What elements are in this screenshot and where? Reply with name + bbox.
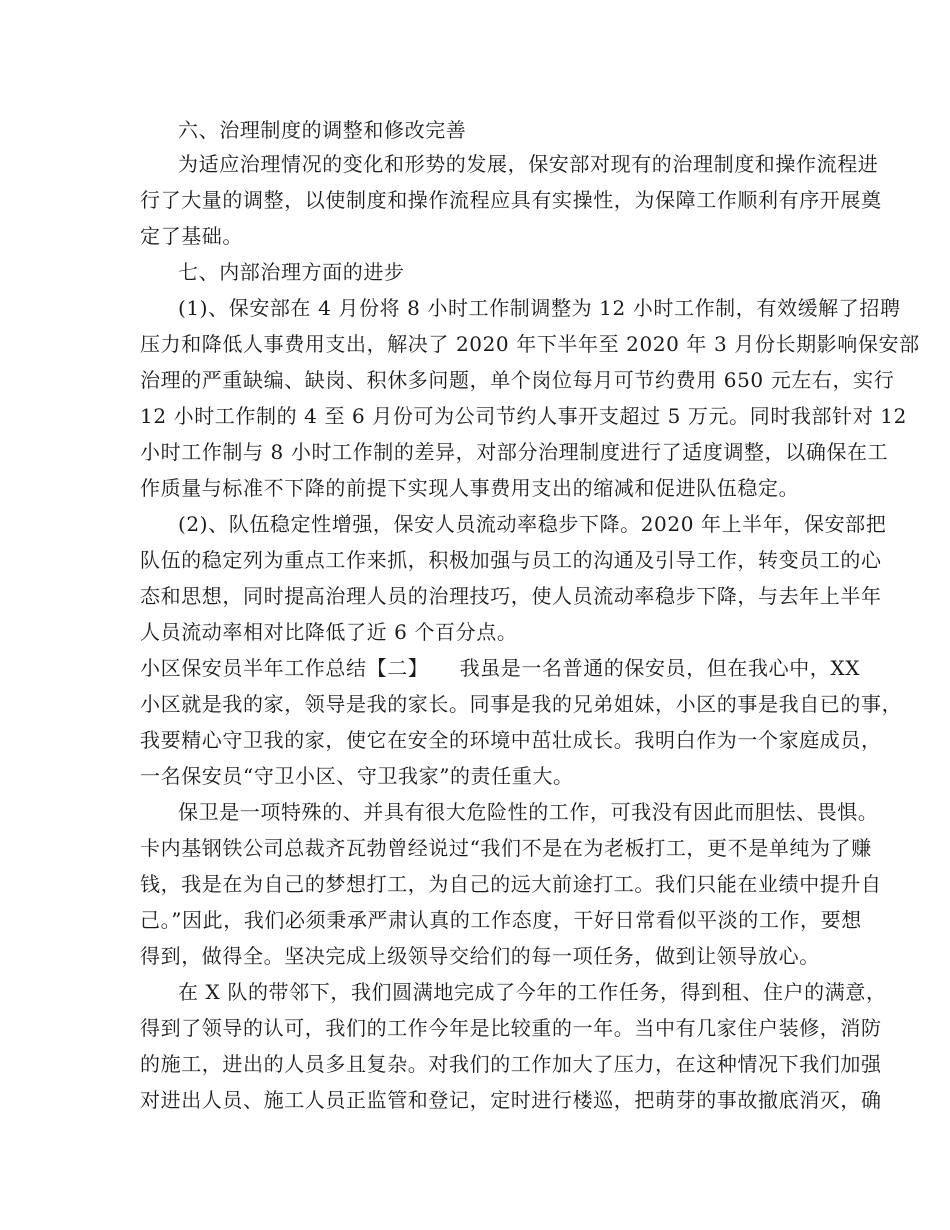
paragraph-line: 得到了领导的认可，我们的工作今年是比较重的一年。当中有几家住户装修，消防 (140, 1016, 882, 1040)
paragraph-line: (2)、队伍稳定性增强，保安人员流动率稳步下降。2020 年上半年，保安部把 (178, 512, 887, 536)
paragraph-line: 己。”因此，我们必须秉承严肃认真的工作态度，干好日常看似平淡的工作，要想 (140, 908, 862, 932)
paragraph-line: 为适应治理情况的变化和形势的发展，保安部对现有的治理制度和操作流程进 (178, 152, 879, 176)
paragraph-line: (1)、保安部在 4 月份将 8 小时工作制调整为 12 小时工作制，有效缓解了招聘 (178, 296, 901, 320)
paragraph-line: 行了大量的调整，以使制度和操作流程应具有实操性，为保障工作顺利有序开展奠 (140, 188, 882, 212)
paragraph-line: 12 小时工作制的 4 至 6 月份可为公司节约人事开支超过 5 万元。同时我部针对 12 (140, 404, 907, 428)
paragraph-line: 保卫是一项特殊的、并具有很大危险性的工作，可我没有因此而胆怯、畏惧。 (178, 800, 879, 824)
paragraph-line: 作质量与标准不下降的前提下实现人事费用支出的缩减和促进队伍稳定。 (140, 476, 800, 500)
paragraph-line: 小区就是我的家，领导是我的家长。同事是我的兄弟姐妹，小区的事是我自已的事， (140, 692, 903, 716)
paragraph-line: 小时工作制与 8 小时工作制的差异，对部分治理制度进行了适度调整，以确保在工 (140, 440, 889, 464)
paragraph-line: 一名保安员“守卫小区、守卫我家”的责任重大。 (140, 764, 574, 788)
paragraph-line: 在 X 队的带邻下，我们圆满地完成了今年的工作任务，得到租、住户的满意， (178, 980, 887, 1004)
subtitle-line: 小区保安员半年工作总结【二】 我虽是一名普通的保安员，但在我心中，XX (140, 656, 861, 680)
paragraph-line: 卡内基钢铁公司总裁齐瓦勃曾经说过“我们不是在为老板打工，更不是单纯为了赚 (140, 836, 872, 860)
paragraph-line: 我要精心守卫我的家，使它在安全的环境中茁壮成长。我明白作为一个家庭成员， (140, 728, 882, 752)
paragraph-line: 对进出人员、施工人员正监管和登记，定时进行楼巡，把萌芽的事故撤底消灭，确 (140, 1088, 882, 1112)
paragraph-line: 人员流动率相对比降低了近 6 个百分点。 (140, 620, 518, 644)
paragraph-line: 定了基础。 (140, 224, 243, 248)
paragraph-line: 的施工，进出的人员多且复杂。对我们的工作加大了压力，在这种情况下我们加强 (140, 1052, 882, 1076)
paragraph-line: 队伍的稳定列为重点工作来抓，积极加强与员工的沟通及引导工作，转变员工的心 (140, 548, 882, 572)
section-heading-6: 六、治理制度的调整和修改完善 (178, 118, 467, 142)
paragraph-line: 压力和降低人事费用支出，解决了 2020 年下半年至 2020 年 3 月份长期影响保安部 (140, 332, 920, 356)
paragraph-line: 治理的严重缺编、缺岗、积休多问题，单个岗位每月可节约费用 650 元左右，实行 (140, 368, 895, 392)
paragraph-line: 钱，我是在为自己的梦想打工，为自己的远大前途打工。我们只能在业绩中提升自 (140, 872, 882, 896)
paragraph-line: 得到，做得全。坚决完成上级领导交给们的每一项任务，做到让领导放心。 (140, 944, 820, 968)
paragraph-line: 态和思想，同时提高治理人员的治理技巧，使人员流动率稳步下降，与去年上半年 (140, 584, 882, 608)
section-heading-7: 七、内部治理方面的进步 (178, 260, 405, 284)
